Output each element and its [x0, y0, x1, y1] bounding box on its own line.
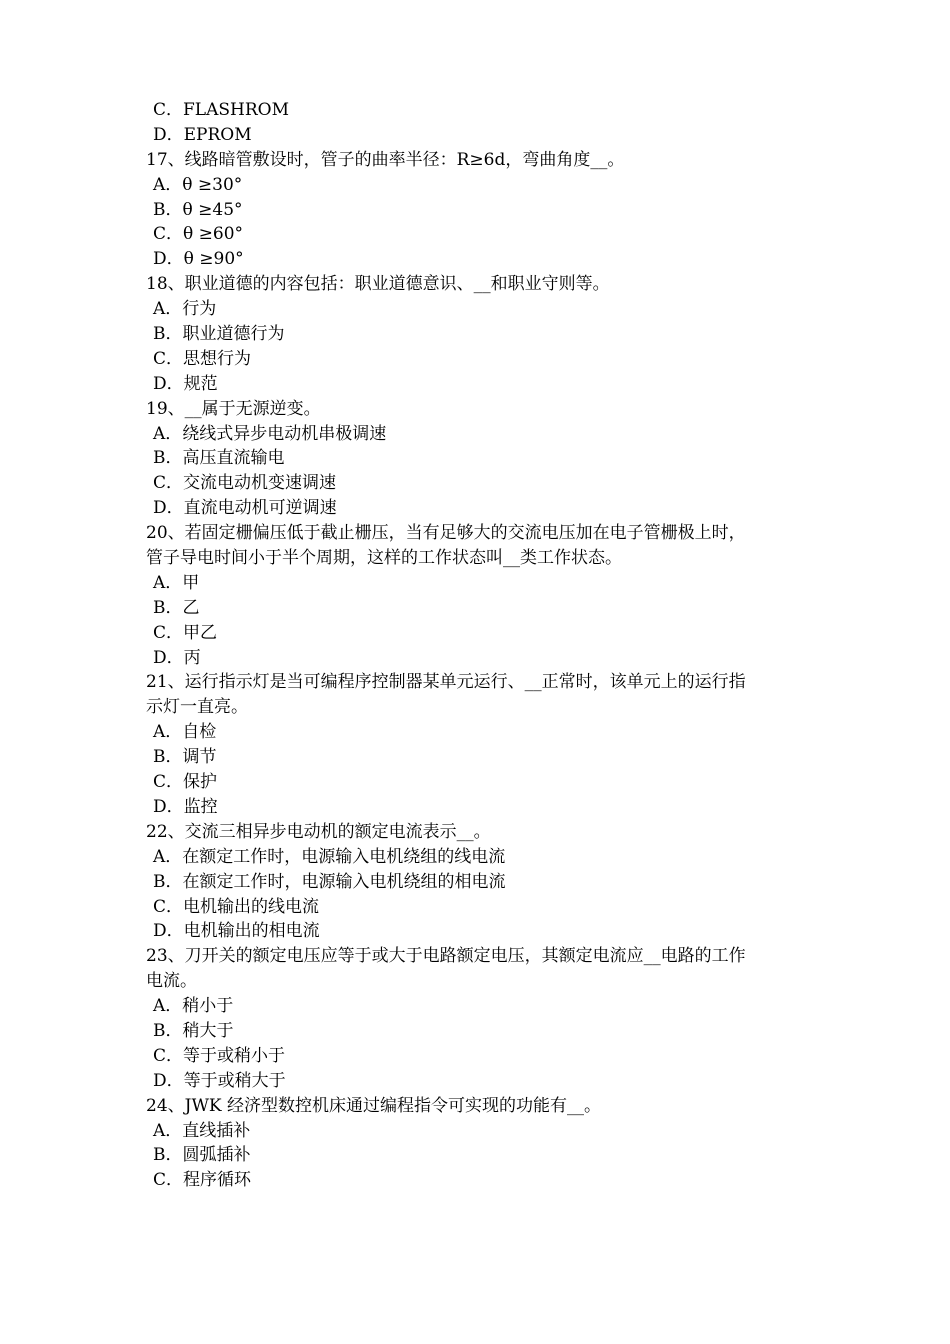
- answer-option: C．甲乙: [153, 622, 218, 643]
- answer-option: B．圆弧插补: [153, 1145, 251, 1166]
- answer-option: C．交流电动机变速调速: [153, 473, 337, 494]
- answer-option: B．在额定工作时，电源输入电机绕组的相电流: [153, 871, 506, 892]
- answer-option: B．高压直流输电: [153, 448, 285, 469]
- question-text-line: 示灯一直亮。: [146, 697, 248, 718]
- question-text-line: 管子导电时间小于半个周期，这样的工作状态叫__类工作状态。: [146, 548, 622, 569]
- answer-option: A．绕线式异步电动机串极调速: [153, 423, 387, 444]
- question-text-line: 23、刀开关的额定电压应等于或大于电路额定电压，其额定电流应__电路的工作: [146, 946, 746, 967]
- answer-option: A．θ ≥30°: [153, 174, 243, 195]
- question-text-line: 24、JWK 经济型数控机床通过编程指令可实现的功能有__。: [146, 1095, 602, 1116]
- answer-option: D．丙: [153, 647, 201, 668]
- answer-option: B．稍大于: [153, 1020, 234, 1041]
- answer-option: C．保护: [153, 772, 218, 793]
- answer-option: B．乙: [153, 597, 200, 618]
- question-text-line: 17、线路暗管敷设时，管子的曲率半径：R≥6d，弯曲角度__。: [146, 149, 625, 170]
- answer-option: D．EPROM: [153, 124, 252, 145]
- answer-option: C．程序循环: [153, 1170, 252, 1191]
- question-text-line: 18、职业道德的内容包括：职业道德意识、__和职业守则等。: [146, 274, 610, 295]
- answer-option: D．监控: [153, 796, 218, 817]
- question-text-line: 22、交流三相异步电动机的额定电流表示__。: [146, 821, 491, 842]
- answer-option: B．职业道德行为: [153, 324, 285, 345]
- answer-option: D．电机输出的相电流: [153, 921, 320, 942]
- answer-option: C．思想行为: [153, 348, 252, 369]
- answer-option: C．FLASHROM: [153, 100, 289, 120]
- question-text-line: 电流。: [146, 971, 197, 992]
- answer-option: C．θ ≥60°: [153, 224, 244, 245]
- answer-option: D．等于或稍大于: [153, 1070, 286, 1091]
- answer-option: A．甲: [153, 572, 200, 593]
- answer-option: D．规范: [153, 373, 218, 394]
- answer-option: C．等于或稍小于: [153, 1045, 286, 1066]
- answer-option: B．调节: [153, 747, 217, 768]
- answer-option: D．θ ≥90°: [153, 249, 244, 270]
- answer-option: A．自检: [153, 722, 217, 743]
- answer-option: A．行为: [153, 299, 217, 320]
- answer-option: A．直线插补: [153, 1120, 251, 1141]
- question-text-line: 20、若固定栅偏压低于截止栅压，当有足够大的交流电压加在电子管栅极上时，: [146, 523, 746, 544]
- answer-option: D．直流电动机可逆调速: [153, 498, 337, 519]
- answer-option: A．稍小于: [153, 996, 234, 1017]
- question-list: [143, 98, 813, 1193]
- answer-option: B．θ ≥45°: [153, 199, 243, 220]
- question-text-line: 21、运行指示灯是当可编程序控制器某单元运行、__正常时，该单元上的运行指: [146, 672, 746, 693]
- question-text-line: 19、__属于无源逆变。: [146, 398, 321, 419]
- answer-option: C．电机输出的线电流: [153, 896, 320, 917]
- answer-option: A．在额定工作时，电源输入电机绕组的线电流: [153, 846, 506, 867]
